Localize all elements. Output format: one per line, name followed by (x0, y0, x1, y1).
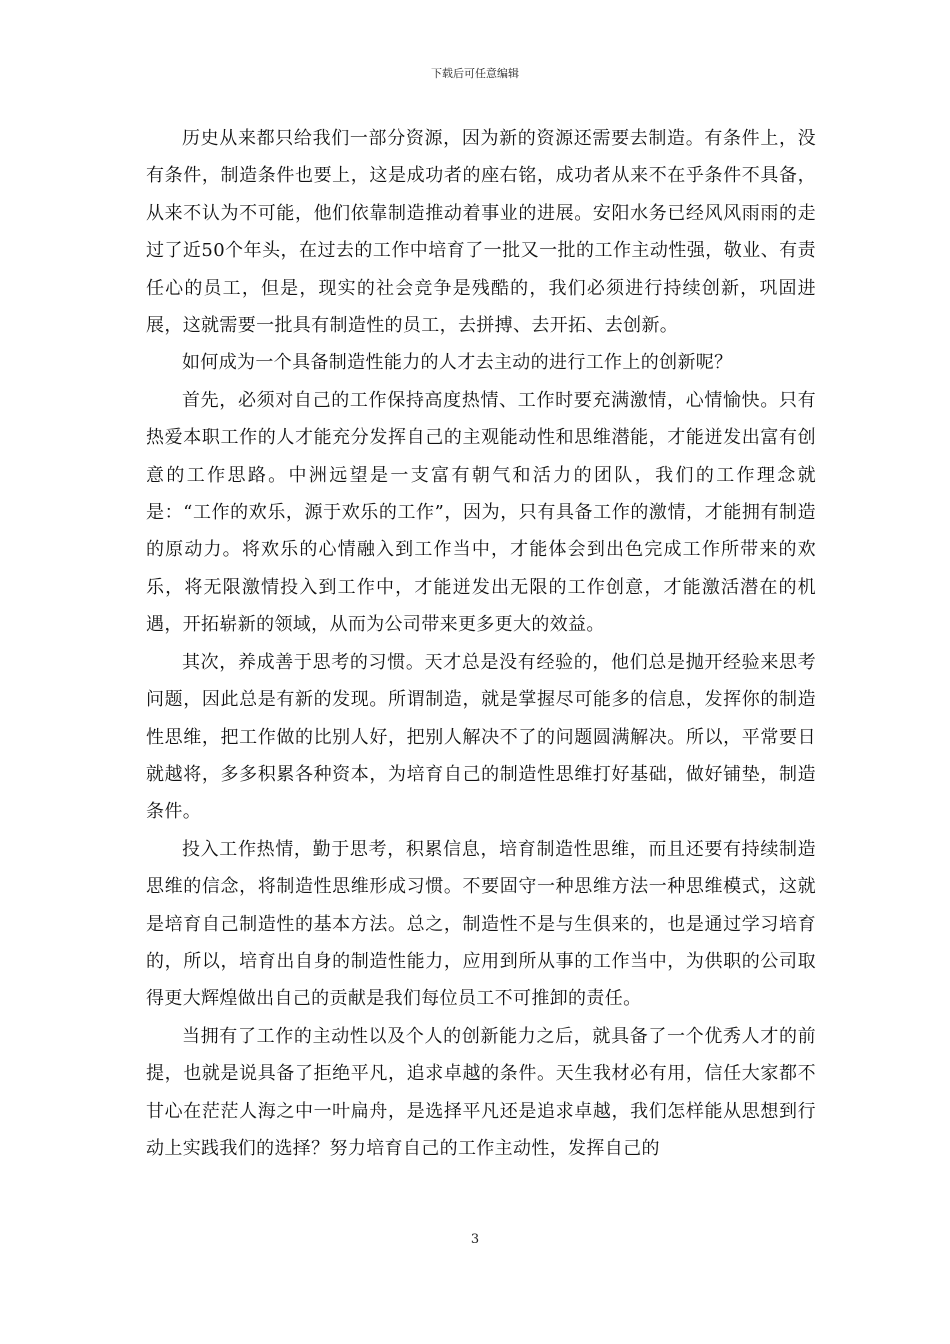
paragraph: 首先，必须对自己的工作保持高度热情、工作时要充满激情，心情愉快。只有热爱本职工作的人才能充分发挥自己的主观能动性和思维潜能，才能迸发出富有创意的工作思路。中洲远望是一支富有朝气和活力的团队，我们的工作理念就是：“工作的欢乐，源于欢乐的工作”，因为，只有具备工作的激情，才能拥有制造的原动力。将欢乐的心情融入到工作当中，才能体会到出色完成工作所带来的欢乐，将无限激情投入到工作中，才能迸发出无限的工作创意，才能激活潜在的机遇，开拓崭新的领域，从而为公司带来更多更大的效益。 (146, 389, 816, 636)
paragraph: 如何成为一个具备制造性能力的人才去主动的进行工作上的创新呢？ (182, 352, 733, 374)
page-number: 3 (470, 1232, 480, 1247)
document-body (146, 120, 816, 1167)
paragraph: 其次，养成善于思考的习惯。天才总是没有经验的，他们总是抛开经验来思考问题，因此总是有新的发现。所谓制造，就是掌握尽可能多的信息，发挥你的制造性思维，把工作做的比别人好，把别人解决不了的问题圆满解决。所以，平常要日就越将，多多积累各种资本，为培育自己的制造性思维打好基础，做好铺垫，制造条件。 (146, 651, 816, 823)
page-header: 下载后可任意编辑 (431, 67, 519, 80)
paragraph: 当拥有了工作的主动性以及个人的创新能力之后，就具备了一个优秀人才的前提，也就是说具备了拒绝平凡，追求卓越的条件。天生我材必有用，信任大家都不甘心在茫茫人海之中一叶扁舟，是选择平凡还是追求卓越，我们怎样能从思想到行动上实践我们的选择？努力培育自己的工作主动性，发挥自己的 (146, 1025, 816, 1159)
paragraph: 投入工作热情，勤于思考，积累信息，培育制造性思维，而且还要有持续制造思维的信念，将制造性思维形成习惯。不要固守一种思维方法一种思维模式，这就是培育自己制造性的基本方法。总之，制造性不是与生俱来的，也是通过学习培育的，所以，培育出自身的制造性能力，应用到所从事的工作当中，为供职的公司取得更大辉煌做出自己的贡献是我们每位员工不可推卸的责任。 (146, 838, 816, 1010)
paragraph: 历史从来都只给我们一部分资源，因为新的资源还需要去制造。有条件上，没有条件，制造条件也要上，这是成功者的座右铭，成功者从来不在乎条件不具备，从来不认为不可能，他们依靠制造推动着事业的进展。安阳水务已经风风雨雨的走过了近50个年头，在过去的工作中培育了一批又一批的工作主动性强，敬业、有责任心的员工，但是，现实的社会竞争是残酷的，我们必须进行持续创新，巩固进展，这就需要一批具有制造性的员工，去拼搏、去开拓、去创新。 (146, 128, 816, 337)
